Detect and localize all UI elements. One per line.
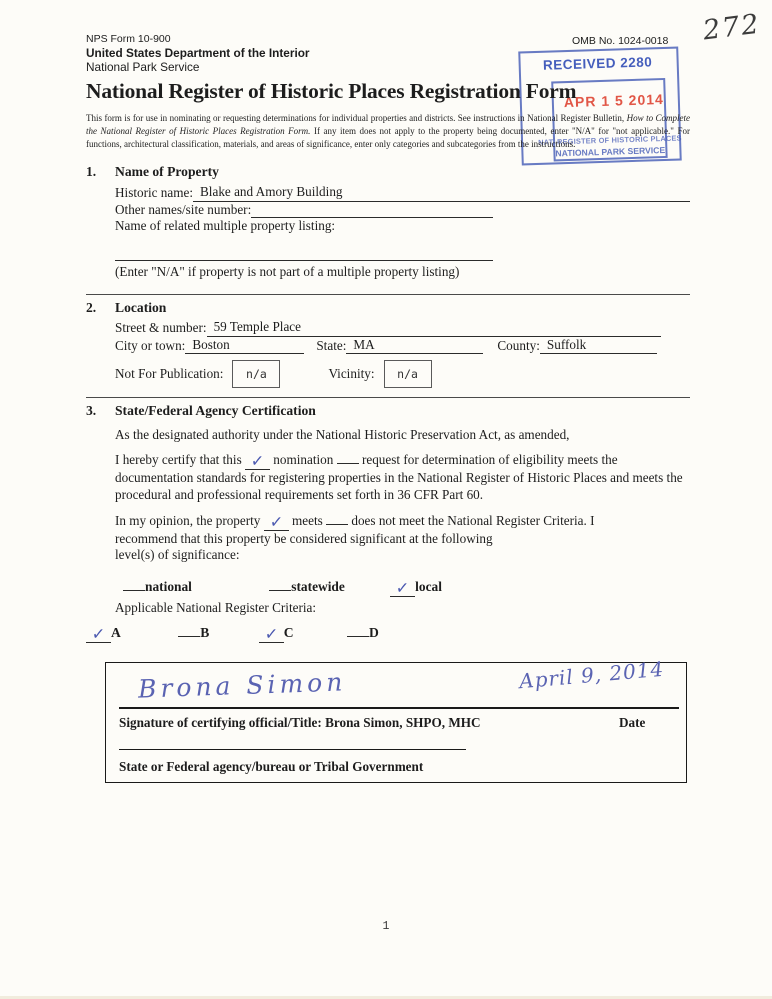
state-field: MA (346, 337, 483, 354)
significance-label: local (415, 578, 442, 594)
bureau-name: National Park Service (86, 60, 200, 74)
meets-checkbox (264, 510, 289, 533)
historic-name-row (115, 184, 690, 201)
county-label: County: (497, 337, 540, 353)
state-label: State: (316, 337, 347, 353)
check-icon: ✓ (268, 510, 284, 533)
stamp-received-text: RECEIVED 2280 (542, 54, 653, 73)
date-label: Date (619, 714, 646, 730)
criterion-label: C (283, 624, 294, 640)
department-name: United States Department of the Interior (86, 46, 310, 60)
stamp-date: APR 1 5 2014 (563, 90, 665, 111)
multiple-listing-note: (Enter "N/A" if property is not part of a multiple property listing) (115, 263, 460, 279)
significance-label: national (145, 578, 192, 594)
form-page (86, 0, 690, 783)
agency-line (119, 749, 466, 750)
not-for-publication-box: n/a (232, 360, 280, 388)
other-names-label: Other names/site number: (115, 201, 252, 217)
instructions-post: If any item does not apply to the property being documented, enter "N/A" for "not applicable." For functions, architectural classification, materials, and areas of significance, enter only categories and subcategories from the instructions. (86, 125, 691, 149)
city-state-county-row (115, 337, 690, 354)
certification-signature-box (105, 656, 687, 783)
significance-statewide (269, 577, 345, 595)
opinion-line2: recommend that this property be considered significant at the following (115, 530, 493, 546)
check-icon: ✓ (395, 576, 411, 599)
section3-number: 3. (86, 402, 97, 418)
opinion-line3: level(s) of significance: (115, 547, 240, 563)
eligibility-checkbox (337, 450, 359, 464)
certify-rest: request for determination of eligibility meets the documentation standards for registering properties in the National Register of Historic Places and meets the procedural and professional requirements set forth in 36 CFR Part 60. (115, 452, 683, 502)
section3-heading (86, 403, 690, 419)
related-listing-label: Name of related multiple property listing: (115, 217, 336, 233)
section-divider (86, 397, 690, 398)
publication-row (115, 360, 690, 388)
opinion-post: does not meet the National Register Criteria. I (351, 512, 595, 528)
criterion-a (86, 622, 121, 645)
criterion-c-checkbox (259, 622, 284, 645)
city-field: Boston (185, 337, 304, 354)
street-row (115, 319, 690, 336)
instructions-pre: This form is for use in nominating or requesting determinations for individual properties and districts. See instructions in National Register Bulletin, (86, 113, 627, 123)
nomination-checkbox (245, 450, 270, 473)
significance-options (123, 577, 690, 597)
street-label: Street & number: (115, 320, 207, 336)
section-divider (86, 294, 690, 295)
section1-heading (86, 164, 690, 180)
section2-title: Location (115, 300, 167, 316)
criterion-label: B (200, 624, 210, 640)
instructions-italic: How to Complete the National Register of Historic Places Registration Form. (86, 113, 690, 136)
criterion-b-checkbox (178, 623, 200, 637)
opinion-pre: In my opinion, the property (115, 512, 261, 528)
authority-statement: As the designated authority under the National Historic Preservation Act, as amended, (115, 426, 570, 442)
street-field: 59 Temple Place (207, 319, 661, 336)
criterion-label: D (368, 624, 379, 640)
local-checkbox (390, 576, 415, 599)
criterion-b (178, 623, 209, 641)
signature-line (119, 707, 679, 709)
section1-body (115, 184, 690, 280)
form-instructions (86, 112, 690, 150)
certify-nomination: nomination (273, 452, 334, 468)
criteria-label: Applicable National Register Criteria: (115, 599, 317, 615)
section2-number: 2. (86, 300, 97, 316)
significance-local (390, 576, 442, 599)
section3-body (115, 427, 690, 616)
criterion-label: A (111, 624, 121, 640)
page-title: National Register of Historic Places Registration Form (86, 79, 577, 103)
national-checkbox (123, 577, 145, 591)
related-listing-field (115, 247, 493, 261)
not-for-publication-label: Not For Publication: (115, 365, 224, 381)
opinion-meets: meets (292, 512, 323, 528)
handwritten-page-note: 272 (701, 8, 763, 47)
historic-name-field: Blake and Amory Building (193, 184, 690, 201)
statewide-checkbox (269, 577, 291, 591)
opinion-statement (115, 511, 690, 564)
agency-label: State or Federal agency/bureau or Tribal Government (119, 758, 424, 774)
criterion-c (259, 622, 294, 645)
certification-statement (115, 450, 690, 503)
significance-label: statewide (291, 578, 345, 594)
criterion-a-checkbox (86, 622, 111, 645)
does-not-meet-checkbox (326, 511, 348, 525)
significance-national (123, 577, 192, 595)
historic-name-label: Historic name: (115, 185, 194, 201)
vicinity-box: n/a (384, 360, 432, 388)
certify-pre: I hereby certify that this (115, 452, 242, 468)
section2-heading (86, 300, 690, 316)
criterion-d (347, 623, 379, 641)
city-label: City or town: (115, 337, 186, 353)
stamp-register-line: NAT. REGISTER OF HISTORIC PLACES (537, 133, 682, 147)
section2-body (115, 319, 690, 387)
vicinity-label: Vicinity: (328, 365, 375, 381)
stamp-nps-line: NATIONAL PARK SERVICE (555, 144, 666, 159)
criterion-d-checkbox (347, 623, 369, 637)
related-listing-row (115, 218, 690, 234)
other-names-row (115, 202, 690, 218)
handwritten-date: April 9, 2014 (517, 656, 665, 694)
handwritten-signature: Brona Simon (137, 667, 347, 704)
check-icon: ✓ (263, 622, 279, 645)
section1-number: 1. (86, 164, 97, 180)
omb-number: OMB No. 1024-0018 (572, 35, 669, 47)
check-icon: ✓ (91, 622, 106, 645)
section3-title: State/Federal Agency Certification (115, 402, 316, 418)
check-icon: ✓ (250, 450, 265, 473)
criteria-options (86, 623, 690, 643)
form-number: NPS Form 10-900 (86, 33, 171, 45)
county-field: Suffolk (540, 337, 657, 354)
signature-title-label: Signature of certifying official/Title: Brona Simon, SHPO, MHC (119, 714, 481, 730)
page-number: 1 (382, 920, 390, 933)
section1-title: Name of Property (115, 164, 219, 180)
